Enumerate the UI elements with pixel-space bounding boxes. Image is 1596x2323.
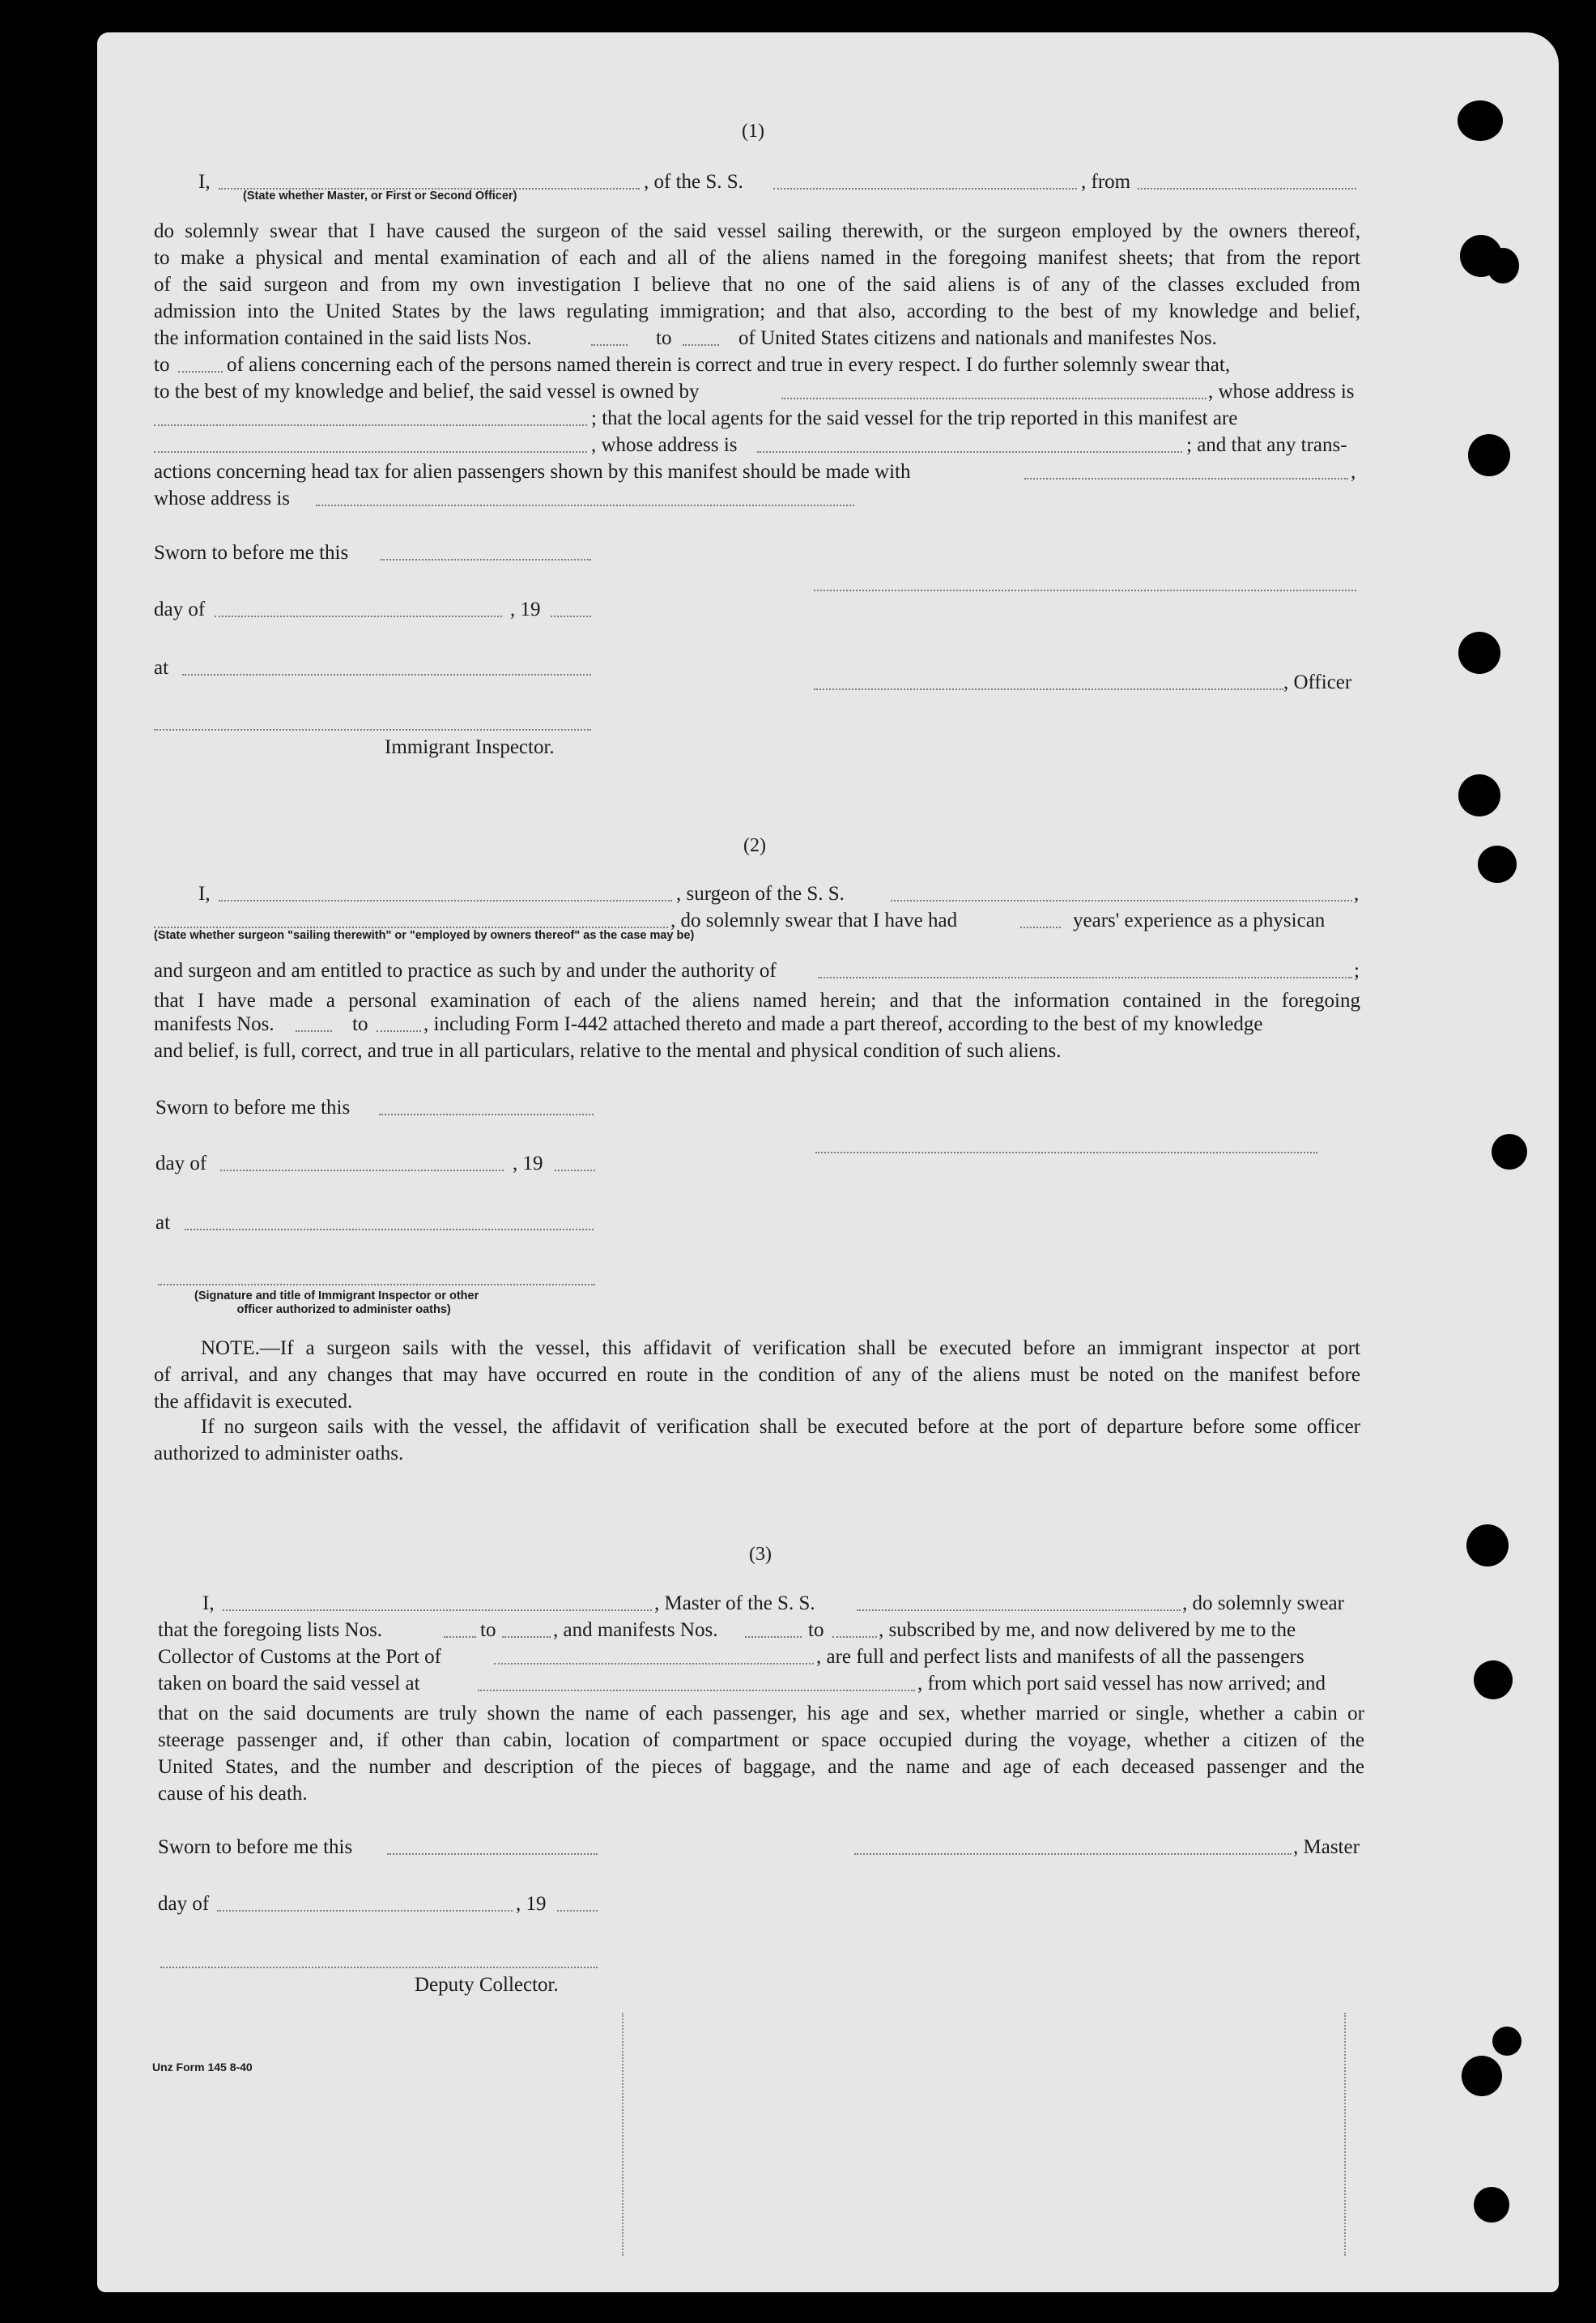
master-ship-label: , Master of the S. S. — [654, 1592, 815, 1614]
day-line-3 — [217, 1910, 513, 1912]
oath-label: I, — [198, 171, 211, 193]
master-signature-line — [814, 590, 1356, 591]
collector-signature-line — [160, 1967, 598, 1968]
lists-to-line — [683, 344, 719, 346]
day-of-label-3: day of — [158, 1893, 210, 1915]
punch-hole — [1458, 632, 1500, 674]
surgeon-type-line — [154, 927, 668, 928]
section-2-number: (2) — [743, 835, 766, 856]
foregoing-to-line — [502, 1636, 551, 1638]
agents-address-label: , whose address is — [591, 434, 738, 456]
manifests-to-line-2 — [377, 1030, 421, 1032]
taken-on-board-line — [478, 1690, 915, 1691]
manifests-to-label-3: to — [808, 1619, 824, 1641]
manifests-to-label: to — [154, 354, 170, 376]
year-line-1 — [551, 616, 591, 617]
inspector-signature-line — [154, 729, 591, 731]
punch-hole — [1466, 1524, 1509, 1566]
whose-address-label: whose address is — [154, 488, 291, 509]
year-label-1: , 19 — [510, 599, 541, 620]
at-line-2 — [185, 1229, 594, 1230]
at-line-1 — [182, 674, 591, 676]
head-tax-line — [1024, 478, 1348, 480]
owner-line — [781, 398, 1207, 399]
section-3-body: that on the said documents are truly shown the name of each passenger, his age and sex, whether married or single, whether a cabin or steerage passenger and, if other than cabin, location of compartment or space occupied during the voyage, whether a citizen of the United States, and the number and description of the pieces of baggage, and the name and age of each deceased passenger and the cause of his death. — [158, 1703, 1364, 1805]
ship-label: , of the S. S. — [644, 171, 743, 193]
master-swear-label: , do solemnly swear — [1182, 1592, 1344, 1614]
belief-line: and belief, is full, correct, and true in all particulars, relative to the mental and physical condition of such aliens. — [154, 1040, 1062, 1062]
inspector-label: Immigrant Inspector. — [385, 736, 555, 758]
aliens-text: of aliens concerning each of the persons named therein is correct and true in every respect. I do further solemnly swear that, — [227, 354, 1231, 376]
manifests-to-line-3 — [832, 1636, 877, 1638]
experience-label: years' experience as a physican — [1073, 910, 1326, 931]
head-tax-label: actions concerning head tax for alien passengers shown by this manifest should be made with — [154, 461, 911, 483]
collector-port-label: Collector of Customs at the Port of — [158, 1646, 441, 1668]
year-label-3: , 19 — [516, 1893, 547, 1915]
at-label-2: at — [155, 1212, 171, 1234]
day-line-1 — [215, 616, 502, 617]
manifests-nos-label-3: , and manifests Nos. — [553, 1619, 718, 1641]
manifests-from-line-3 — [745, 1636, 802, 1638]
sworn-date-line-3 — [387, 1853, 598, 1855]
sworn-label-1: Sworn to before me this — [154, 542, 349, 564]
section-3-number: (3) — [749, 1544, 772, 1565]
whose-address-line — [316, 505, 854, 506]
punch-hole — [1492, 1134, 1527, 1170]
section-1-body: do solemnly swear that I have caused the surgeon of the said vessel sailing therewith, or the surgeon employed by the owners thereof, to make a physical and mental examination of each and all of the aliens named in the foregoing manifest sheets; that from the report of the said surgeon and from my own investigation I believe that no one of the said aliens is of any of the classes excluded from admission into the United States by the laws regulating immigration; and that also, according to the best of my knowledge and belief, — [154, 220, 1360, 322]
officer-label: , Officer — [1283, 671, 1352, 693]
full-lists-label: , are full and perfect lists and manifests of all the passengers — [816, 1646, 1304, 1668]
punch-hole — [1458, 774, 1500, 816]
signature-note: (Signature and title of Immigrant Inspector or other officer authorized to administer oaths) — [194, 1289, 479, 1316]
agents-line — [154, 451, 587, 453]
year-line-2 — [555, 1170, 595, 1171]
owner-address-line — [154, 424, 587, 426]
authority-label: and surgeon and am entitled to practice as such by and under the authority of — [154, 960, 777, 982]
lists-from-line — [591, 344, 628, 346]
ship-name-line — [773, 188, 1077, 190]
lists-label: the information contained in the said lists Nos. — [154, 327, 532, 349]
manifests-to-label-2: to — [352, 1013, 368, 1035]
punch-hole — [1487, 248, 1519, 283]
year-label-2: , 19 — [513, 1153, 543, 1174]
officer-title-line — [814, 688, 1283, 690]
manifests-to-line — [178, 371, 223, 373]
surgeon-name-line — [219, 900, 672, 901]
from-port-line — [1138, 188, 1356, 190]
deputy-collector-label: Deputy Collector. — [415, 1974, 559, 1996]
foregoing-from-line — [444, 1636, 476, 1638]
surgeon-ship-label: , surgeon of the S. S. — [676, 883, 845, 905]
agents-address-line — [757, 451, 1182, 453]
surgeon-oath-label: I, — [198, 883, 211, 905]
section-1-number: (1) — [742, 121, 764, 142]
agents-label: ; that the local agents for the said vessel for the trip reported in this manifest are — [591, 407, 1238, 429]
manifests-from-line — [296, 1030, 332, 1032]
owner-address-label: , whose address is — [1208, 381, 1355, 403]
note-surgeon-sails: NOTE.—If a surgeon sails with the vessel, this affidavit of verification shall be executed before an immigrant inspector at port of arrival, and any changes that may have occurred en route in the condition of any of the aliens must be noted on the manifest before the affidavit is executed. — [154, 1337, 1360, 1413]
taken-on-board-label: taken on board the said vessel at — [158, 1673, 420, 1694]
manifests-nos-label: manifests Nos. — [154, 1013, 275, 1035]
punch-hole — [1474, 1660, 1513, 1699]
bottom-divider-left — [622, 2013, 624, 2256]
master-ship-line — [857, 1609, 1181, 1611]
lists-to-label: to — [656, 327, 672, 349]
at-label-1: at — [154, 657, 169, 679]
foregoing-lists-label: that the foregoing lists Nos. — [158, 1619, 383, 1641]
form-identifier: Unz Form 145 8-40 — [152, 2061, 253, 2074]
punch-hole — [1478, 846, 1517, 883]
master-oath-label: I, — [202, 1592, 215, 1614]
year-line-3 — [557, 1910, 598, 1912]
inspector-signature-line-2 — [158, 1284, 595, 1285]
punch-hole — [1492, 2027, 1522, 2056]
surgeon-note: (State whether surgeon "sailing therewith" or "employed by owners thereof" as the case may be) — [154, 929, 695, 942]
authority-semicolon: ; — [1354, 960, 1360, 982]
collector-port-line — [494, 1663, 814, 1664]
citizens-label: of United States citizens and nationals and manifestes Nos. — [738, 327, 1217, 349]
note-no-surgeon: If no surgeon sails with the vessel, the affidavit of verification shall be executed before at the port of departure before some officer authorized to administer oaths. — [154, 1416, 1360, 1464]
master-name-line — [223, 1609, 652, 1611]
punch-hole — [1474, 2187, 1509, 2223]
foregoing-to-label: to — [480, 1619, 496, 1641]
sworn-date-line-1 — [381, 559, 591, 561]
day-of-label-2: day of — [155, 1153, 207, 1174]
transactions-label: ; and that any trans- — [1186, 434, 1347, 456]
form-i442-label: , including Form I-442 attached thereto and made a part thereof, according to the best of my knowledge — [423, 1013, 1263, 1035]
punch-hole — [1458, 100, 1503, 141]
punch-hole — [1462, 2056, 1502, 2096]
head-tax-comma: , — [1351, 461, 1356, 483]
section-2-body: that I have made a personal examination of each of the aliens named herein; and that the information contained in the foregoing — [154, 990, 1360, 1012]
subscribed-label: , subscribed by me, and now delivered by me to the — [879, 1619, 1296, 1641]
punch-hole — [1468, 434, 1510, 476]
owned-by-label: to the best of my knowledge and belief, the said vessel is owned by — [154, 381, 700, 403]
sworn-date-line-2 — [379, 1114, 594, 1115]
surgeon-ship-comma: , — [1354, 883, 1360, 905]
authority-line — [818, 977, 1352, 978]
bottom-divider-right — [1344, 2013, 1346, 2256]
master-label: , Master — [1293, 1836, 1360, 1858]
officer-note: (State whether Master, or First or Second Officer) — [243, 190, 517, 202]
from-label: , from — [1081, 171, 1131, 193]
surgeon-signature-line — [815, 1152, 1317, 1153]
day-of-label-1: day of — [154, 599, 206, 620]
surgeon-ship-line — [891, 900, 1352, 901]
years-line — [1020, 927, 1061, 928]
day-line-2 — [220, 1170, 504, 1171]
surgeon-swear-label: , do solemnly swear that I have had — [670, 910, 958, 931]
sworn-label-2: Sworn to before me this — [155, 1097, 351, 1119]
sworn-label-3: Sworn to before me this — [158, 1836, 353, 1858]
arrived-label: , from which port said vessel has now arrived; and — [917, 1673, 1326, 1694]
master-signature-line-3 — [854, 1853, 1292, 1855]
